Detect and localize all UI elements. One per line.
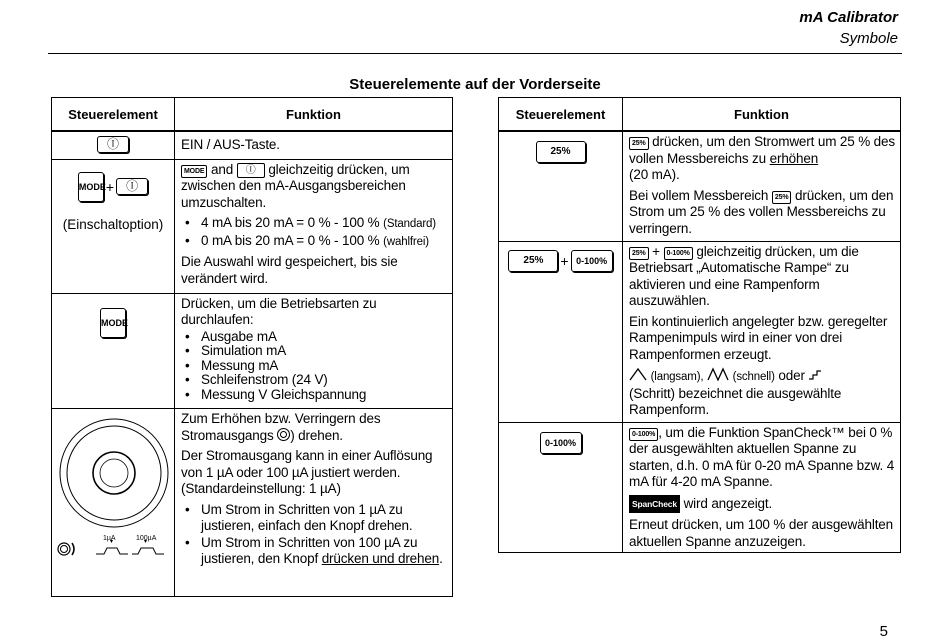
- list-item: • Um Strom in Schritten von 100 µA zu justieren, den Knopf drücken und drehen.: [181, 535, 448, 568]
- mode-key: MODE: [78, 172, 104, 202]
- power-key: Ⓘ: [116, 178, 148, 195]
- table-row: 25% 25% drücken, um den Stromwert um 25 % des vollen Messbereichs zu erhöhen (20 mA). Bei vollem Messbereich 25% drücken, um den Strom um 25 % des vollen Messbereichs zu verringern.: [499, 131, 901, 241]
- list-item: • Um Strom in Schritten von 1 µA zu justieren, einfach den Knopf drehen.: [181, 502, 448, 535]
- table-row: [52, 409, 453, 597]
- label-100ua: 100µA: [136, 535, 157, 542]
- table-row: 0-100% 0-100% , um die Funktion SpanCheck™ bei 0 % der ausgewählten aktuellen Spanne zu starten, d.h. 0 mA für 0-20 mA Spanne bzw. 4 mA für 4-20 mA Spanne. SpanCheck wird angezeigt. Erneut drücken, um 100 % der ausgewählten aktuellen Spanne anzuzeigen.: [499, 422, 901, 553]
- knob-inline-icon: [277, 428, 290, 441]
- section-title: Steuerelemente auf der Vorderseite: [349, 76, 601, 93]
- resolution-text: Der Stromausgang kann in einer Auflösung von 1 µA oder 100 µA justiert werden. (Standardeinstellung: 1 µA): [181, 448, 433, 496]
- column-header-function: Funktion: [175, 98, 453, 132]
- mode-list: [181, 330, 448, 403]
- power-key: Ⓘ: [97, 136, 129, 153]
- table-row: [52, 159, 453, 293]
- header-rule: [48, 53, 902, 54]
- list-item: • Schleifenstrom (24 V): [181, 373, 448, 388]
- ramp-slow-icon: [629, 367, 647, 381]
- spancheck-badge: SpanCheck: [629, 495, 680, 514]
- ramp-description: Ein kontinuierlich angelegter bzw. geregelter Rampenimpuls wird in einer von drei Rampenformen erzeugt.: [629, 313, 888, 362]
- column-header-control: Steuerelement: [499, 98, 623, 132]
- rotary-knob-icon: [52, 415, 174, 591]
- left-controls-table: [51, 97, 453, 597]
- list-item: • Messung V Gleichspannung: [181, 388, 448, 403]
- knob-description: Zum Erhöhen bzw. Verringern des Stromausgangs: [181, 411, 381, 443]
- page-number: 5: [879, 623, 888, 640]
- mode-description: Drücken, um die Betriebsarten zu durchlaufen:: [181, 295, 377, 327]
- label-1ua: 1µA: [103, 535, 116, 542]
- power-up-option-caption: (Einschaltoption): [62, 216, 164, 232]
- list-item: • 4 mA bis 20 mA = 0 % - 100 % (Standard): [181, 215, 448, 233]
- range-key-inline: 0-100%: [664, 247, 693, 260]
- table-row: [52, 293, 453, 409]
- list-item: • 0 mA bis 20 mA = 0 % - 100 % (wahlfrei): [181, 233, 448, 251]
- mode-key: MODE: [100, 308, 126, 338]
- range-toggle-text: gleichzeitig drücken, um zwischen den mA-Ausgangsbereichen umzuschalten.: [181, 161, 410, 210]
- header-subtitle: Symbole: [839, 30, 898, 47]
- spancheck-repeat-text: Erneut drücken, um 100 % der ausgewählten aktuellen Spanne anzuzeigen.: [629, 517, 894, 549]
- table-header-row: [499, 98, 901, 132]
- plus-sign: +: [105, 178, 115, 195]
- table-row: 25% + 0-100% 25% + 0-100% gleichzeitig drücken, um die Betriebsart „Automatische Rampe“ zu aktivieren und eine Rampenform auszuwählen. Ein kontinuierlich angelegter bzw. geregelter Rampenimpuls wird in einer von drei Rampenformen erzeugt. (langsam), (schnell) oder (Schritt) bezeichnet die ausgewählte Rampenform.: [499, 241, 901, 422]
- range-0-100-key: 0-100%: [571, 250, 613, 272]
- list-item: • Ausgabe mA: [181, 330, 448, 345]
- power-key-inline: Ⓘ: [237, 163, 265, 178]
- pct25-key-inline: 25%: [629, 247, 649, 260]
- right-controls-table: [498, 97, 901, 553]
- mode-key-inline: MODE: [181, 165, 207, 178]
- power-key-description: EIN / AUS-Taste.: [181, 137, 280, 152]
- table-header-row: [52, 98, 453, 132]
- column-header-function: Funktion: [623, 98, 901, 132]
- header-title: mA Calibrator: [799, 9, 898, 26]
- column-header-control: Steuerelement: [52, 98, 175, 132]
- ramp-step-icon: [808, 367, 824, 381]
- range-0-100-key: 0-100%: [540, 432, 582, 454]
- ramp-fast-icon: [707, 367, 729, 381]
- range-key-inline: 0-100%: [629, 428, 658, 441]
- pct25-key: 25%: [508, 250, 558, 272]
- text-and: and: [211, 161, 234, 177]
- pct25-key: 25%: [536, 141, 586, 163]
- pct25-key-inline: 25%: [772, 191, 792, 204]
- table-row: [52, 131, 453, 159]
- knob-description-end: ) drehen.: [290, 427, 343, 443]
- list-item: • Simulation mA: [181, 344, 448, 359]
- saved-note: Die Auswahl wird gespeichert, bis sie verändert wird.: [181, 254, 398, 286]
- pct25-key-inline: 25%: [629, 137, 649, 150]
- plus-sign: +: [560, 252, 569, 269]
- list-item: • Messung mA: [181, 359, 448, 374]
